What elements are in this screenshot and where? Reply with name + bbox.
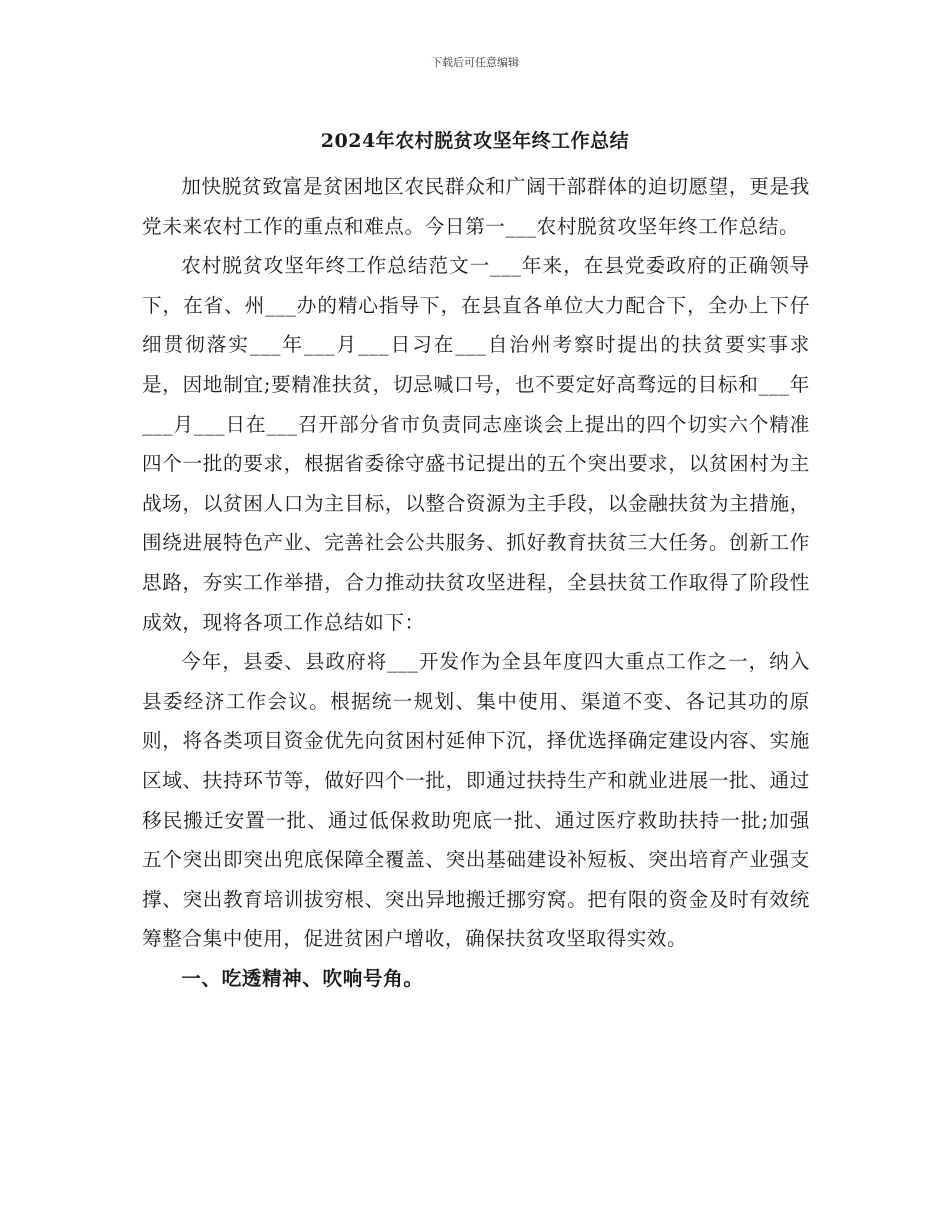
paragraph-overview: 农村脱贫攻坚年终工作总结范文一___年来，在县党委政府的正确领导下，在省、州___办的精心指导下，在县直各单位大力配合下，全办上下仔细贯彻落实___年___月___日习在___自治州考察时提出的扶贫要实事求是，因地制宜;要精准扶贫，切忌喊口号，也不要定好高骛远的目标和___年___月___日在___召开部分省市负责同志座谈会上提出的四个切实六个精准四个一批的要求，根据省委徐守盛书记提出的五个突出要求，以贫困村为主战场，以贫困人口为主目标，以整合资源为主手段，以金融扶贫为主措施，围绕进展特色产业、完善社会公共服务、抓好教育扶贫三大任务。创新工作思路，夯实工作举措，合力推动扶贫攻坚进程，全县扶贫工作取得了阶段性成效，现将各项工作总结如下： [142,254,810,634]
document-title: 2024年农村脱贫攻坚年终工作总结 [320,130,630,152]
paragraph-intro: 加快脱贫致富是贫困地区农民群众和广阔干部群体的迫切愿望，更是我党未来农村工作的重点和难点。今日第一___农村脱贫攻坚年终工作总结。 [142,175,810,238]
section-heading: 一、吃透精神、吹响号角。 [181,966,424,990]
header-note: 下载后可任意编辑 [431,56,519,69]
paragraph-measures: 今年，县委、县政府将___开发作为全县年度四大重点工作之一，纳入县委经济工作会议。根据统一规划、集中使用、渠道不变、各记其功的原则，将各类项目资金优先向贫困村延伸下沉，择优选择确定建设内容、实施区域、扶持环节等，做好四个一批，即通过扶持生产和就业进展一批、通过移民搬迁安置一批、通过低保救助兜底一批、通过医疗救助扶持一批;加强五个突出即突出兜底保障全覆盖、突出基础建设补短板、突出培育产业强支撑、突出教育培训拔穷根、突出异地搬迁挪穷窝。把有限的资金及时有效统筹整合集中使用，促进贫困户增收，确保扶贫攻坚取得实效。 [142,650,810,951]
document-body [142,167,810,998]
